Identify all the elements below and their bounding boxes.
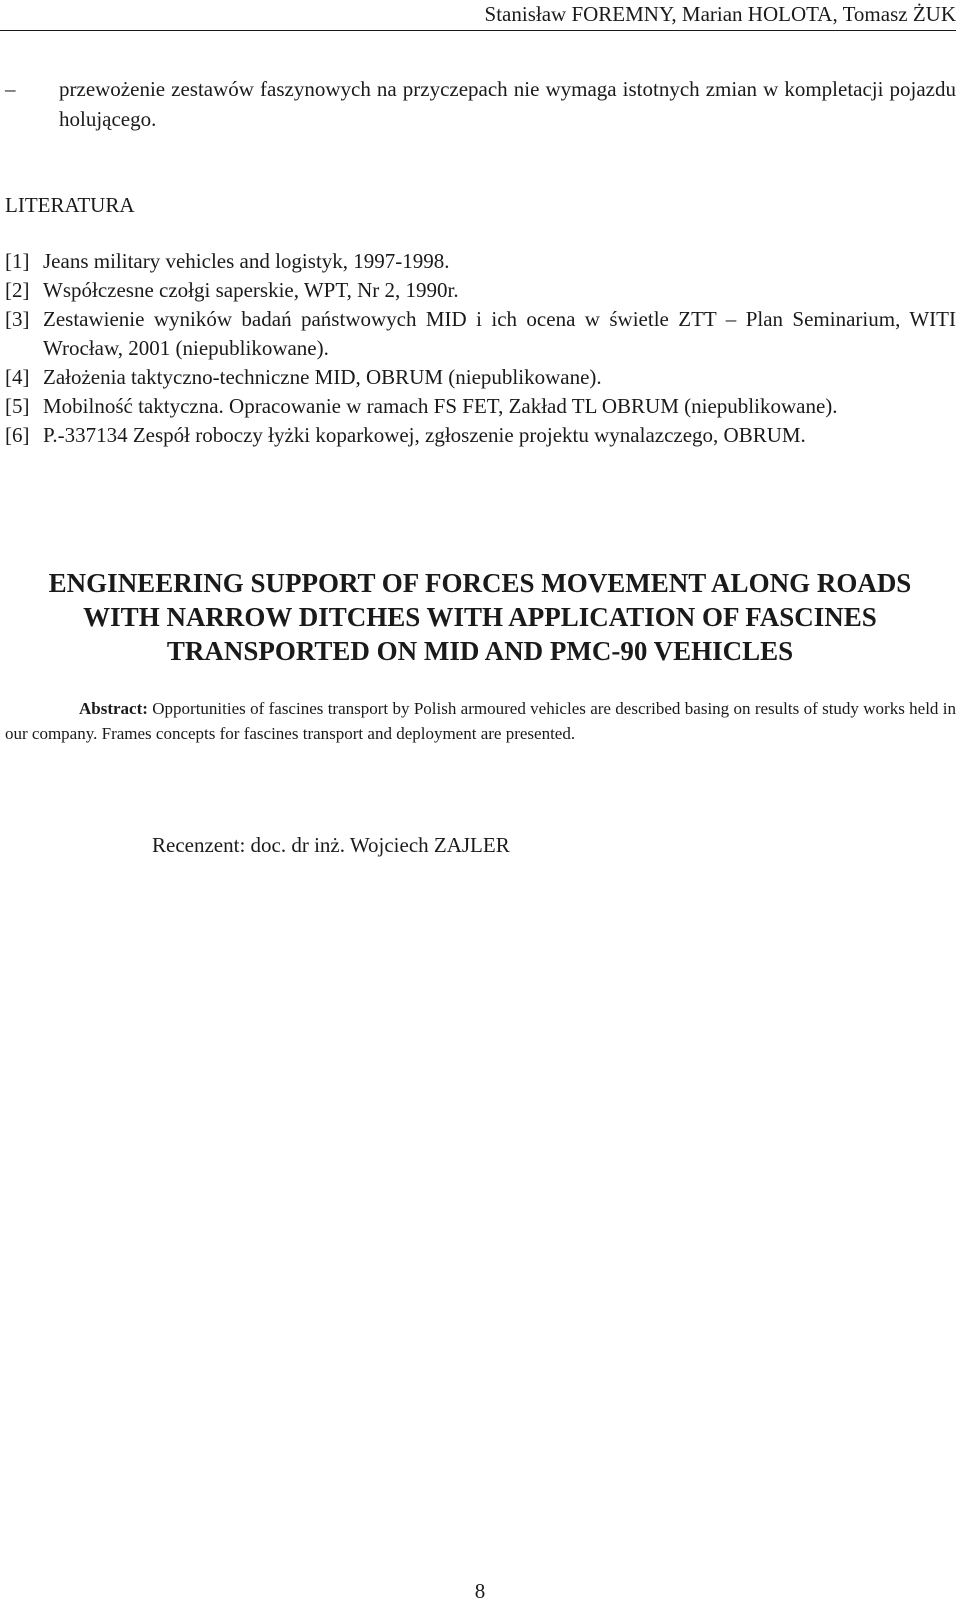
abstract-text: Opportunities of fascines transport by Polish armoured vehicles are described basing on results of study works held in our company. Frames concepts for fascines transport and deployment are presented. — [5, 699, 956, 743]
abstract-label: Abstract: — [79, 699, 148, 718]
english-title — [0, 566, 960, 668]
reference-text: Jeans military vehicles and logistyk, 1997-1998. — [43, 249, 450, 273]
english-title-line: ENGINEERING SUPPORT OF FORCES MOVEMENT ALONG ROADS — [48, 568, 912, 598]
header-authors: Stanisław FOREMNY, Marian HOLOTA, Tomasz ŻUK — [484, 2, 956, 26]
english-title-line: TRANSPORTED ON MID AND PMC-90 VEHICLES — [166, 636, 794, 666]
header-rule — [0, 30, 956, 31]
abstract-paragraph — [5, 696, 956, 746]
literature-heading: LITERATURA — [5, 193, 135, 217]
reference-number: [5] — [5, 394, 30, 418]
conclusion-bullet — [5, 74, 956, 134]
reference-text: Współczesne czołgi saperskie, WPT, Nr 2, 1990r. — [43, 278, 459, 302]
reference-number: [3] — [5, 307, 30, 331]
reference-item — [5, 276, 956, 305]
reference-number: [2] — [5, 278, 30, 302]
reference-text: P.-337134 Zespół roboczy łyżki koparkowej, zgłoszenie projektu wynalazczego, OBRUM. — [43, 423, 806, 447]
reference-item — [5, 247, 956, 276]
reference-text: Założenia taktyczno-techniczne MID, OBRUM (niepublikowane). — [43, 365, 602, 389]
reference-item — [5, 305, 956, 363]
reference-number: [1] — [5, 249, 30, 273]
reference-list — [5, 247, 956, 450]
page-number: 8 — [474, 1579, 486, 1603]
reference-item — [5, 363, 956, 392]
reference-number: [6] — [5, 423, 30, 447]
reference-text: Zestawienie wyników badań państwowych MID i ich ocena w świetle ZTT – Plan Seminarium, WITI Wrocław, 2001 (niepublikowane). — [43, 307, 956, 360]
bullet-dash: – — [5, 77, 16, 101]
english-title-line: WITH NARROW DITCHES WITH APPLICATION OF FASCINES — [83, 602, 877, 632]
reference-item — [5, 392, 956, 421]
reference-number: [4] — [5, 365, 30, 389]
reference-item — [5, 421, 956, 450]
page-header — [0, 0, 956, 30]
reviewer-line: Recenzent: doc. dr inż. Wojciech ZAJLER — [152, 833, 510, 857]
reference-text: Mobilność taktyczna. Opracowanie w ramach FS FET, Zakład TL OBRUM (niepublikowane). — [43, 394, 838, 418]
bullet-text: przewożenie zestawów faszynowych na przyczepach nie wymaga istotnych zmian w kompletacji pojazdu holującego. — [59, 77, 956, 131]
